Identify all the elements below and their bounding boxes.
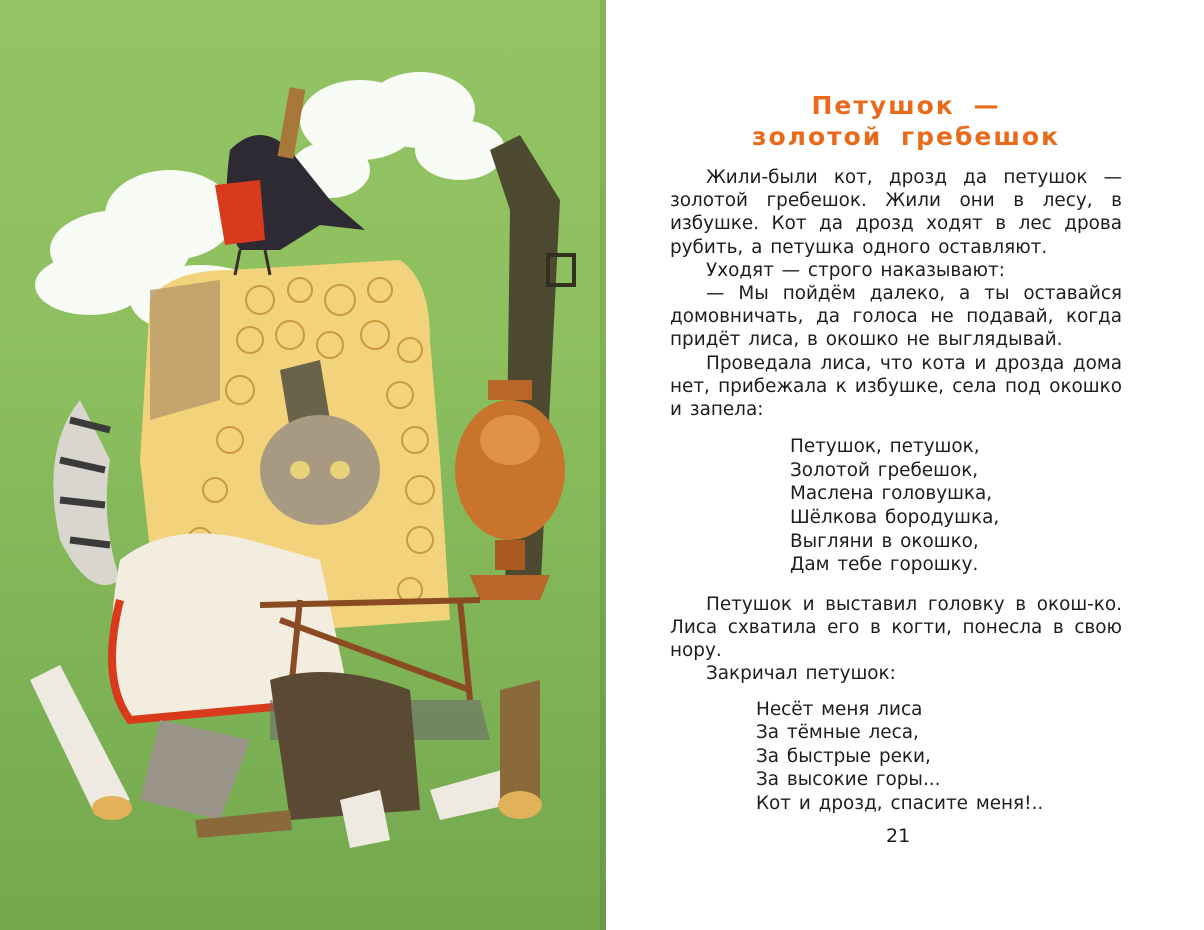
paragraph: Уходят — строго наказывают: [706, 259, 1005, 281]
text-page [606, 0, 1204, 930]
paragraph: Закричал петушок: [706, 663, 896, 685]
verse-line: За быстрые реки, [756, 745, 931, 767]
verse-line: Маслена головушка, [790, 483, 993, 505]
paragraph: Жили-были кот, дрозд да петушок — золотой гребешок. Жили они в лесу, в избушке. Кот да дрозд ходят в лес дрова рубить, а петушка одного оставляют. [670, 167, 1122, 258]
verse-block [790, 435, 1122, 577]
verse-line: Петушок, петушок, [790, 436, 980, 458]
verse-line: Шёлкова бородушка, [790, 507, 1000, 529]
paragraph: Петушок и выставил головку в окош-ко. Лиса схватила его в когти, понесла в свою нору. [670, 593, 1122, 662]
verse-line: Несёт меня лиса [756, 698, 923, 720]
verse-line: Дам тебе горошку. [790, 554, 979, 576]
verse-line: Выгляни в окошко, [790, 530, 979, 552]
story-title-line-1: Петушок — [811, 91, 1001, 120]
verse-line: За тёмные леса, [756, 722, 919, 744]
story-title-line-2: золотой гребешок [751, 122, 1061, 151]
verse-block [756, 698, 1122, 816]
verse-line: Золотой гребешок, [790, 459, 979, 481]
verse-line: Кот и дрозд, спасите меня!.. [756, 792, 1044, 814]
page-number: 21 [886, 825, 911, 847]
verse-line: За высокие горы... [756, 769, 941, 791]
story-title [690, 90, 1122, 152]
paragraph: — Мы пойдём далеко, а ты оставайся домовничать, да голоса не подавай, когда придёт лиса, в окошко не выглядывай. [670, 283, 1122, 351]
paragraph: Проведала лиса, что кота и дрозда дома нет, прибежала к избушке, села под окошко и запела: [670, 352, 1122, 421]
